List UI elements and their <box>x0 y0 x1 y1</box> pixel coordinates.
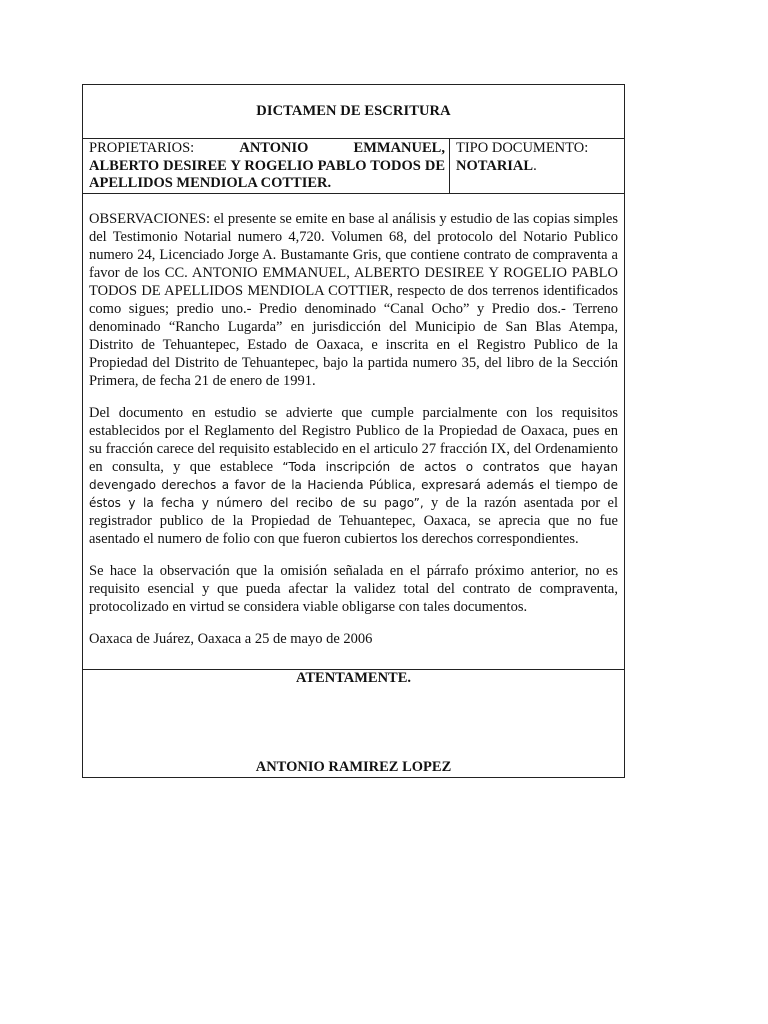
signature-row <box>83 670 624 777</box>
doc-type-value: NOTARIAL <box>456 157 534 174</box>
doc-type-label: TIPO DOCUMENTO: <box>456 140 589 156</box>
place-date: Oaxaca de Juárez, Oaxaca a 25 de mayo de 2006 <box>89 631 373 647</box>
owners-first-line <box>89 140 445 158</box>
doc-type-suffix: . <box>533 157 537 174</box>
p2-text-after: y de la razón asentada por el registrador publico de la Propiedad de Tehuantepec, Oaxaca, se aprecia que no fue asentado el numero de folio con que fueron cubiertos los derechos correspondientes. <box>89 495 618 547</box>
observations-paragraph-1: OBSERVACIONES: el presente se emite en base al análisis y estudio de las copias simples del Testimonio Notarial numero 4,720. Volumen 68, del protocolo del Notario Publico numero 24, Licenciado Jorge A. Bustamante Gris, que contiene contrato de compraventa a favor de los CC. ANTONIO EMMANUEL, ALBERTO DESIREE Y ROGELIO PABLO TODOS DE APELLIDOS MENDIOLA COTTIER, respecto de dos terrenos identificados como sigues; predio uno.- Predio denominado “Canal Ocho” y Predio dos.- Terreno denominado “Rancho Lugarda” en jurisdicción del Municipio de San Blas Atempa, Distrito de Tehuantepec, Estado de Oaxaca, e inscrita en el Registro Publico de la Propiedad del Distrito de Tehuantepec, bajo la partida numero 35, del libro de la Sección Primera, de fecha 21 de enero de 1991. <box>89 211 618 389</box>
owner-name-first: ANTONIO <box>239 140 309 156</box>
owners-label: PROPIETARIOS: <box>89 140 195 156</box>
observations-paragraph-2 <box>89 404 618 548</box>
title-row <box>83 85 624 139</box>
document-title: DICTAMEN DE ESCRITURA <box>256 103 451 119</box>
article-quote: “Toda inscripción de actos o contratos que hayan devengado derechos a favor de la Hacienda Pública, expresará además el tiempo de éstos y la fecha y número del recibo de su pago”, <box>89 460 618 510</box>
signer-name: ANTONIO RAMIREZ LOPEZ <box>255 759 452 775</box>
doc-type-cell <box>450 139 624 193</box>
owners-names-rest: ALBERTO DESIREE Y ROGELIO PABLO TODOS DE APELLIDOS MENDIOLA COTTIER. <box>89 157 445 191</box>
observations-row <box>83 194 624 670</box>
owners-row <box>83 139 624 194</box>
observations-paragraph-3: Se hace la observación que la omisión señalada en el párrafo próximo anterior, no es requisito esencial y que pueda afectar la validez total del contrato de compraventa, protocolizado en virtud se considera viable obligarse con tales documentos. <box>89 563 618 615</box>
dictamen-table <box>82 84 625 778</box>
owner-name-second: EMMANUEL, <box>353 140 445 156</box>
owners-cell <box>83 139 450 193</box>
p2-text-before: Del documento en estudio se advierte que cumple parcialmente con los requisitos establecidos por el Reglamento del Registro Publico de la Propiedad de Oaxaca, pues en su fracción carece del requisito establecido en el articulo 27 fracción IX, del Ordenamiento en consulta, y que establece <box>89 405 618 475</box>
closing-text: ATENTAMENTE. <box>295 670 412 686</box>
